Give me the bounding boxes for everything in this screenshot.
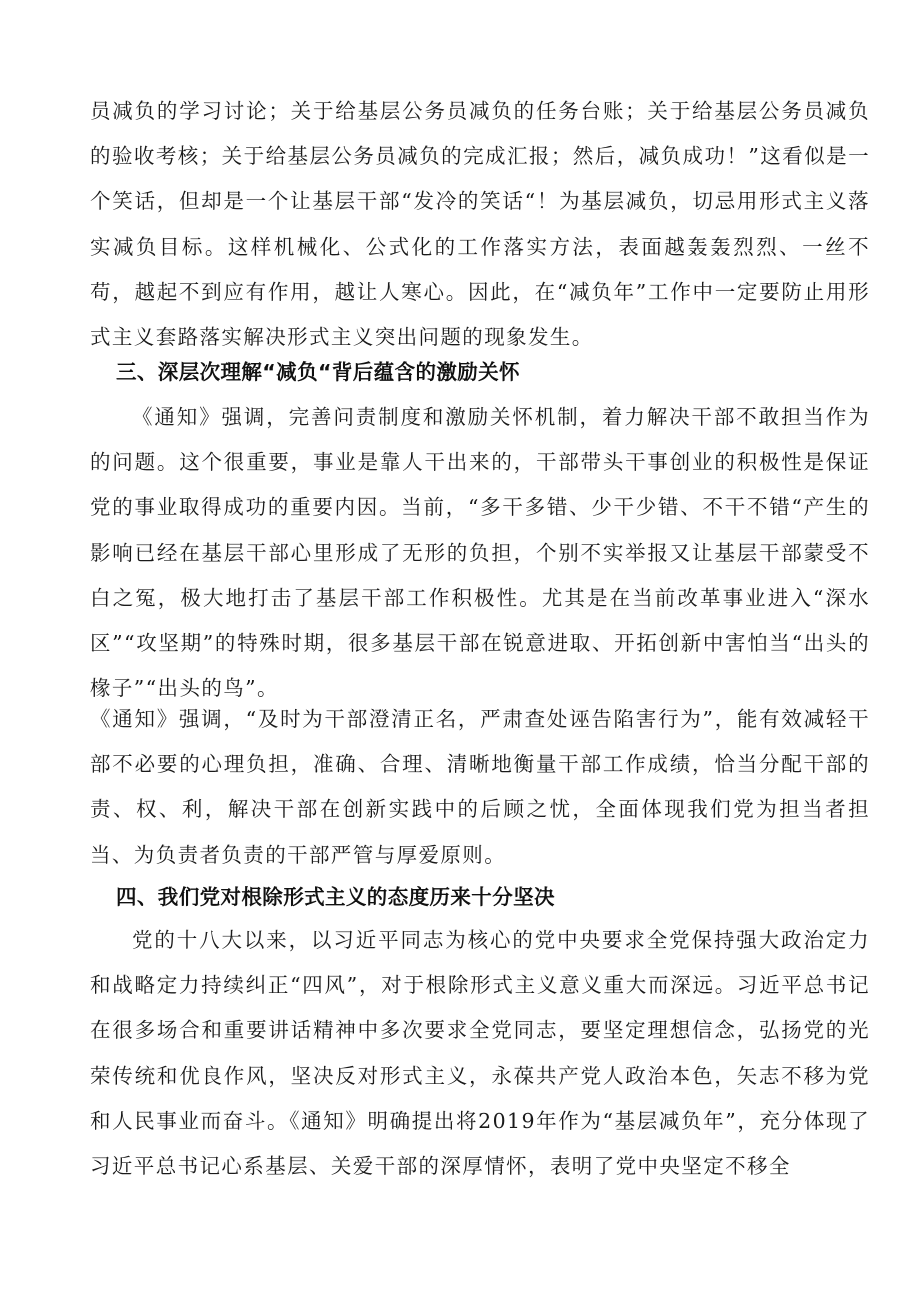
paragraph-notice-accountability: 《通知》强调，完善问责制度和激励关怀机制，着力解决干部不敢担当作为的问题。这个很重要，事业是靠人干出来的，干部带头干事创业的积极性是保证党的事业取得成功的重要内因。当前，“多干多错、少干少错、不干不错“产生的影响已经在基层干部心里形成了无形的负担，个别不实举报又让基层干部蒙受不白之冤，极大地打击了基层干部工作积极性。尤其是在当前改革事业进入“深水区”“攻坚期”的特殊时期，很多基层干部在锐意进取、开拓创新中害怕当“出头的椽子”“出头的鸟”。 — [90, 405, 870, 701]
section-heading-4: 四、我们党对根除形式主义的态度历来十分坚决 — [116, 885, 555, 909]
section-heading-3: 三、深层次理解“减负“背后蕴含的激励关怀 — [116, 360, 520, 384]
paragraph-notice-clarify: 《通知》强调，“及时为干部澄清正名，严肃查处诬告陷害行为”，能有效减轻干部不必要的心理负担，准确、合理、清晰地衡量干部工作成绩，恰当分配干部的责、权、利，解决干部在创新实践中的后顾之忧，全面体现我们党为担当者担当、为负责者负责的干部严管与厚爱原则。 — [90, 707, 870, 867]
paragraph-party-stance: 党的十八大以来，以习近平同志为核心的党中央要求全党保持强大政治定力和战略定力持续纠正“四风”，对于根除形式主义意义重大而深远。习近平总书记在很多场合和重要讲话精神中多次要求全党同志，要坚定理想信念，弘扬党的光荣传统和优良作风，坚决反对形式主义，永葆共产党人政治本色，矢志不移为党和人民事业而奋斗。《通知》明确提出将2019年作为“基层减负年”，充分体现了习近平总书记心系基层、关爱干部的深厚情怀，表明了党中央坚定不移全 — [90, 928, 870, 1179]
paragraph-continuation: 员减负的学习讨论；关于给基层公务员减负的任务台账；关于给基层公务员减负的验收考核；关于给基层公务员减负的完成汇报；然后，减负成功！”这看似是一个笑话，但却是一个让基层干部“发冷的笑话“！为基层减负，切忌用形式主义落实减负目标。这样机械化、公式化的工作落实方法，表面越轰轰烈烈、一丝不苟，越起不到应有作用，越让人寒心。因此，在“减负年”工作中一定要防止用形式主义套路落实解决形式主义突出问题的现象发生。 — [90, 99, 870, 350]
